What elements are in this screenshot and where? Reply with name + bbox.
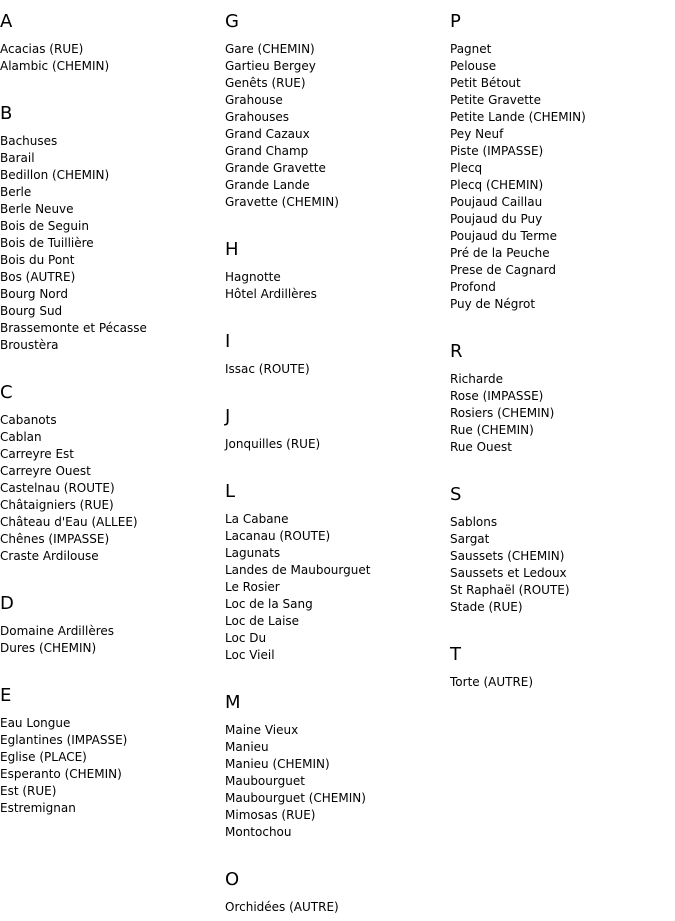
street-name: Petit Bétout xyxy=(450,76,521,90)
street-list xyxy=(225,269,450,303)
street-name: Prese de Cagnard xyxy=(450,263,556,277)
street-list xyxy=(0,715,225,817)
street-name: Broustèra xyxy=(0,338,59,352)
letter-group xyxy=(0,11,225,75)
letter-heading: I xyxy=(225,331,231,352)
street-list xyxy=(225,722,450,841)
street-name: Profond xyxy=(450,280,496,294)
street-list xyxy=(450,674,675,691)
street-name: Issac (ROUTE) xyxy=(225,362,310,376)
letter-group xyxy=(450,484,675,616)
street-list xyxy=(225,899,450,916)
street-name: Mimosas (RUE) xyxy=(225,808,316,822)
street-name: Pey Neuf xyxy=(450,127,504,141)
letter-heading: E xyxy=(0,685,12,706)
street-name: Pagnet xyxy=(450,42,492,56)
street-name: Dures (CHEMIN) xyxy=(0,641,97,655)
street-name: Berle xyxy=(0,185,32,199)
street-name: Pré de la Peuche xyxy=(450,246,550,260)
street-name: Manieu xyxy=(225,740,269,754)
street-name: Montochou xyxy=(225,825,292,839)
street-name: Chênes (IMPASSE) xyxy=(0,532,110,546)
letter-group xyxy=(450,11,675,313)
street-name: Alambic (CHEMIN) xyxy=(0,59,110,73)
street-name: Est (RUE) xyxy=(0,784,57,798)
street-name: Orchidées (AUTRE) xyxy=(225,900,339,914)
letter-heading: L xyxy=(225,481,236,502)
letter-heading: A xyxy=(0,11,13,32)
street-name: Plecq xyxy=(450,161,483,175)
street-name: Richarde xyxy=(450,372,503,386)
street-list xyxy=(450,371,675,456)
street-name: Bois de Tuillière xyxy=(0,236,94,250)
street-name: Bois du Pont xyxy=(0,253,75,267)
letter-group xyxy=(0,593,225,657)
letter-group xyxy=(450,341,675,456)
street-name: Grahouse xyxy=(225,93,283,107)
street-name: Bourg Nord xyxy=(0,287,68,301)
street-name: Barail xyxy=(0,151,35,165)
street-name: Maine Vieux xyxy=(225,723,299,737)
street-list xyxy=(225,361,450,378)
street-name: Hagnotte xyxy=(225,270,281,284)
letter-group xyxy=(0,382,225,565)
street-name: Domaine Ardillères xyxy=(0,624,114,638)
street-name: Cablan xyxy=(0,430,42,444)
street-name: Plecq (CHEMIN) xyxy=(450,178,544,192)
street-name: Poujaud du Terme xyxy=(450,229,557,243)
street-name: Rue (CHEMIN) xyxy=(450,423,534,437)
street-name: Genêts (RUE) xyxy=(225,76,306,90)
street-list xyxy=(450,41,675,313)
letter-group xyxy=(0,685,225,817)
street-name: Lagunats xyxy=(225,546,281,560)
letter-heading: R xyxy=(450,341,463,362)
street-name: Cabanots xyxy=(0,413,57,427)
letter-heading: P xyxy=(450,11,461,32)
street-name: Bos (AUTRE) xyxy=(0,270,76,284)
street-name: Loc de Laise xyxy=(225,614,300,628)
street-name: Petite Gravette xyxy=(450,93,541,107)
street-name: Torte (AUTRE) xyxy=(450,675,534,689)
street-name: Le Rosier xyxy=(225,580,280,594)
street-list xyxy=(225,436,450,453)
letter-heading: T xyxy=(450,644,461,665)
letter-heading: S xyxy=(450,484,462,505)
street-name: Esperanto (CHEMIN) xyxy=(0,767,122,781)
street-list xyxy=(0,133,225,354)
street-name: Puy de Négrot xyxy=(450,297,536,311)
street-name: Rose (IMPASSE) xyxy=(450,389,544,403)
street-name: Petite Lande (CHEMIN) xyxy=(450,110,586,124)
street-name: Rue Ouest xyxy=(450,440,512,454)
street-name: Eglantines (IMPASSE) xyxy=(0,733,128,747)
street-name: Brassemonte et Pécasse xyxy=(0,321,147,335)
street-name: Sablons xyxy=(450,515,498,529)
street-name: Sargat xyxy=(450,532,490,546)
letter-group xyxy=(225,692,450,841)
letter-heading: J xyxy=(225,406,231,427)
letter-heading: C xyxy=(0,382,13,403)
street-name: Bedillon (CHEMIN) xyxy=(0,168,110,182)
street-name: Châtaigniers (RUE) xyxy=(0,498,114,512)
letter-heading: G xyxy=(225,11,239,32)
letter-group xyxy=(225,11,450,211)
street-name: Grande Lande xyxy=(225,178,310,192)
street-name: Castelnau (ROUTE) xyxy=(0,481,115,495)
street-name: Saussets (CHEMIN) xyxy=(450,549,565,563)
street-list xyxy=(225,41,450,211)
letter-group xyxy=(225,239,450,303)
street-list xyxy=(0,41,225,75)
street-name: Bois de Seguin xyxy=(0,219,89,233)
street-name: Eglise (PLACE) xyxy=(0,750,87,764)
street-name: La Cabane xyxy=(225,512,289,526)
street-name: Gravette (CHEMIN) xyxy=(225,195,339,209)
street-list xyxy=(0,623,225,657)
street-name: Maubourguet (CHEMIN) xyxy=(225,791,366,805)
street-name: Lacanau (ROUTE) xyxy=(225,529,331,543)
street-name: Loc de la Sang xyxy=(225,597,313,611)
letter-group xyxy=(225,331,450,378)
street-name: Carreyre Ouest xyxy=(0,464,91,478)
column-1 xyxy=(0,0,225,817)
street-name: Eau Longue xyxy=(0,716,71,730)
letter-heading: B xyxy=(0,103,13,124)
street-name: Loc Du xyxy=(225,631,267,645)
street-name: Estremignan xyxy=(0,801,76,815)
street-name: Jonquilles (RUE) xyxy=(225,437,321,451)
street-name: Hôtel Ardillères xyxy=(225,287,317,301)
street-name: Château d'Eau (ALLEE) xyxy=(0,515,138,529)
letter-group xyxy=(0,103,225,354)
street-name: Loc Vieil xyxy=(225,648,275,662)
street-name: Gare (CHEMIN) xyxy=(225,42,315,56)
letter-heading: O xyxy=(225,869,240,890)
street-name: Carreyre Est xyxy=(0,447,75,461)
street-name: Grand Cazaux xyxy=(225,127,310,141)
letter-group xyxy=(225,406,450,453)
column-3 xyxy=(450,0,675,691)
street-name: Bachuses xyxy=(0,134,58,148)
street-name: Craste Ardilouse xyxy=(0,549,99,563)
street-name: Saussets et Ledoux xyxy=(450,566,567,580)
letter-group xyxy=(225,481,450,664)
street-name: Manieu (CHEMIN) xyxy=(225,757,330,771)
street-name: Pelouse xyxy=(450,59,497,73)
street-list xyxy=(225,511,450,664)
letter-heading: D xyxy=(0,593,14,614)
letter-heading: M xyxy=(225,692,241,713)
street-name: Grande Gravette xyxy=(225,161,326,175)
letter-heading: H xyxy=(225,239,239,260)
street-name: Grand Champ xyxy=(225,144,309,158)
street-list xyxy=(450,514,675,616)
street-list xyxy=(0,412,225,565)
street-name: St Raphaël (ROUTE) xyxy=(450,583,570,597)
column-2 xyxy=(225,0,450,916)
street-name: Berle Neuve xyxy=(0,202,74,216)
street-name: Landes de Maubourguet xyxy=(225,563,371,577)
street-name: Poujaud Caillau xyxy=(450,195,543,209)
street-name: Piste (IMPASSE) xyxy=(450,144,544,158)
street-name: Bourg Sud xyxy=(0,304,63,318)
street-name: Maubourguet xyxy=(225,774,305,788)
street-name: Acacias (RUE) xyxy=(0,42,84,56)
letter-group xyxy=(225,869,450,916)
street-name: Grahouses xyxy=(225,110,290,124)
letter-group xyxy=(450,644,675,691)
street-name: Poujaud du Puy xyxy=(450,212,543,226)
street-name: Stade (RUE) xyxy=(450,600,523,614)
street-name: Rosiers (CHEMIN) xyxy=(450,406,555,420)
street-name: Gartieu Bergey xyxy=(225,59,316,73)
